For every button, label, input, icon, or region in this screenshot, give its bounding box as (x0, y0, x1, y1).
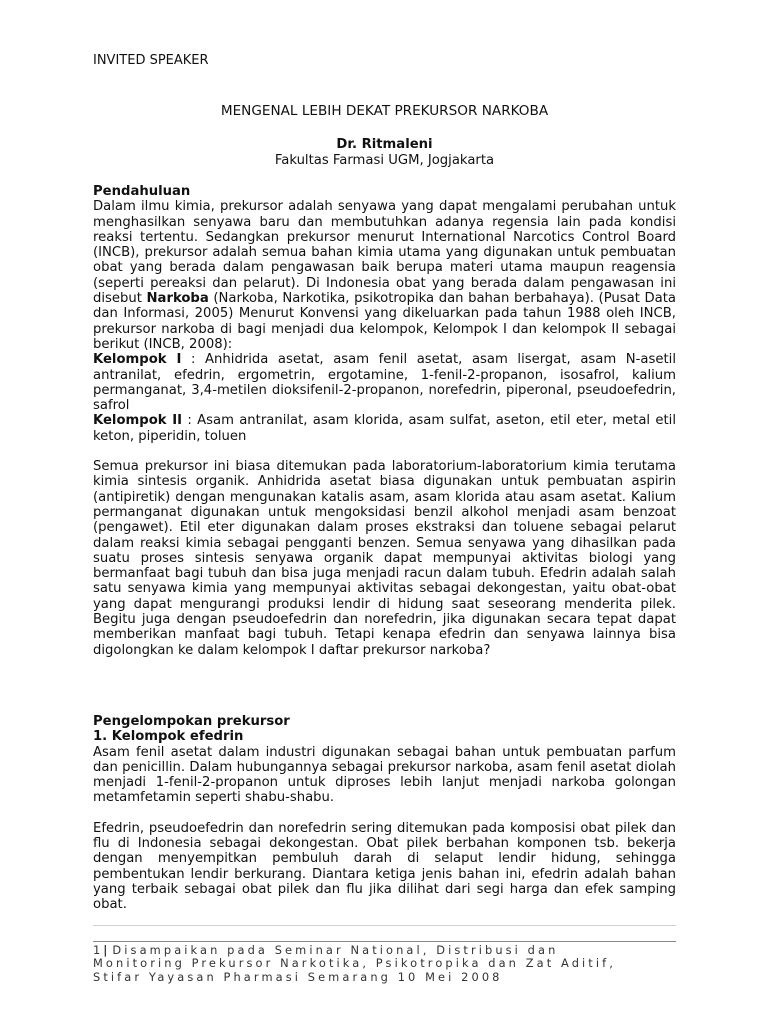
intro-section (93, 184, 676, 658)
grouping-paragraph-2: Efedrin, pseudoefedrin dan norefedrin sering ditemukan pada komposisi obat pilek dan flu di Indonesia sebagai dekongestan. Obat pilek berbahan komponen tsb. bekerja dengan menyempitkan pembuluh darah di selaput lendir hidung, sehingga pembentukan lendir berkurang. Diantara ketiga jenis bahan ini, efedrin adalah bahan yang terbaik sebagai obat pilek dan flu jika dilihat dari segi harga dan efek samping obat. (93, 820, 676, 913)
grouping-paragraph-1: Asam fenil asetat dalam industri digunakan sebagai bahan untuk pembuatan parfum dan penicillin. Dalam hubungannya sebagai prekursor narkoba, asam fenil asetat diolah menjadi 1-fenil-2-propanon untuk diproses lebih lanjut menjadi narkoba golongan metamfetamin seperti shabu-shabu. (93, 744, 676, 806)
author-affiliation: Fakultas Farmasi UGM, Jogjakarta (274, 153, 495, 168)
page-footer (93, 944, 676, 984)
footer-line-2: Monitoring Prekursor Narkotika, Psikotropika dan Zat Aditif, (93, 956, 616, 971)
grouping-subheading: 1. Kelompok efedrin (93, 729, 244, 745)
invited-speaker-label: INVITED SPEAKER (93, 53, 209, 68)
footer-line-3: Stifar Yayasan Pharmasi Semarang 10 Mei 2008 (93, 969, 503, 984)
intro-paragraph-2: Semua prekursor ini biasa ditemukan pada laboratorium-laboratorium kimia terutama kimia sintesis organik. Anhidrida asetat biasa digunakan untuk pembuatan aspirin (antipiretik) dengan mengunakan katalis asam, asam klorida atau asam asetat. Kalium permanganat digunakan untuk mengoksidasi benzil alkohol menjadi asam benzoat (pengawet). Etil eter digunakan dalam proses ekstraksi dan toluene sebagai pelarut dalam reaksi kimia sebagai pengganti benzen. Semua senyawa yang dihasilkan pada suatu proses sintesis senyawa organik dapat mempunyai aktivitas biologi yang bermanfaat bagi tubuh dan bisa juga menjadi racun dalam tubuh. Efedrin adalah salah satu senyawa kimia yang mempunyai aktivitas sebagai dekongestan, yaitu obat-obat yang dapat mengurangi produksi lendir di hidung saat seseorang menderita pilek. Begitu juga dengan pseudoefedrin dan norefedrin, jika digunakan secara tepat dapat memberikan manfaat bagi tubuh. Tetapi kenapa efedrin dan senyawa lainnya bisa digolongkan ke dalam kelompok I daftar prekursor narkoba? (93, 459, 676, 658)
intro-heading: Pendahuluan (93, 184, 191, 199)
intro-paragraph-1: Dalam ilmu kimia, prekursor adalah senyawa yang dapat mengalami perubahan untuk menghasilkan senyawa baru dan membutuhkan adanya regensia lain pada kondisi reaksi tertentu. Sedangkan prekursor menurut International Narcotics Control Board (INCB), prekursor adalah semua bahan kimia utama yang digunakan untuk pembuatan obat yang berada dalam pengawasan baik berupa materi utama maupun reagensia (seperti pereaksi dan pelarut). Di Indonesia obat yang berada dalam pengawasan ini disebut Narkoba (Narkoba, Narkotika, psikotropika dan bahan berbahaya). (Pusat Data dan Informasi, 2005) Menurut Konvensi yang dikeluarkan pada tahun 1988 oleh INCB, prekursor narkoba di bagi menjadi dua kelompok, Kelompok I dan kelompok II sebagai berikut (INCB, 2008): (93, 199, 676, 352)
footer-divider (93, 941, 676, 942)
grouping-section (93, 714, 676, 913)
footer-line-1: 1 | Disampaikan pada Seminar National, Distribusi dan (93, 943, 559, 957)
author-name: Dr. Ritmaleni (336, 137, 433, 152)
page-number: 1 (93, 943, 101, 957)
footer-divider-light (93, 925, 676, 926)
grouping-heading: Pengelompokan prekursor (93, 714, 290, 729)
footer-bar: | (103, 943, 108, 957)
document-title: MENGENAL LEBIH DEKAT PREKURSOR NARKOBA (220, 103, 549, 119)
kelompok-1-paragraph: Kelompok I : Anhidrida asetat, asam fenil asetat, asam lisergat, asam N-asetil antranilat, efedrin, ergometrin, ergotamine, 1-fenil-2-propanon, isosafrol, kalium permanganat, 3,4-metilen dioksifenil-2-propanon, norefedrin, piperonal, pseudoefedrin, safrol (93, 352, 676, 414)
kelompok-2-paragraph: Kelompok II : Asam antranilat, asam klorida, asam sulfat, aseton, etil eter, metal etil keton, piperidin, toluen (93, 413, 676, 444)
